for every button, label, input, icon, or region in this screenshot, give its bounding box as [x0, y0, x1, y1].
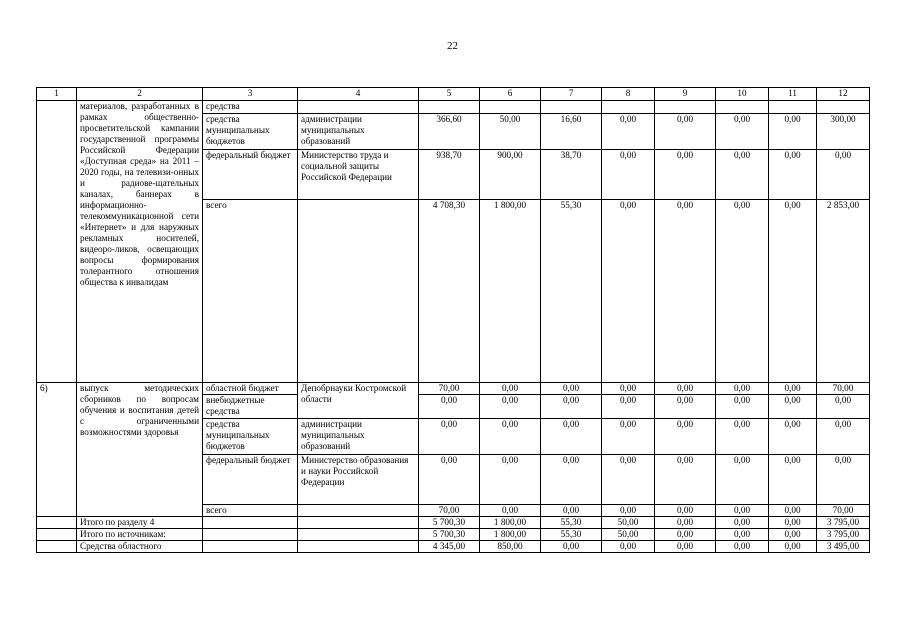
value-cell: 938,70 [419, 150, 480, 200]
value-cell: 0,00 [602, 114, 655, 150]
empty-cell [203, 541, 298, 553]
funding-source: областной бюджет [203, 383, 298, 395]
value-cell: 0,00 [655, 541, 716, 553]
value-cell: 0,00 [769, 114, 817, 150]
value-cell: 0,00 [716, 419, 769, 455]
value-cell: 0,00 [769, 200, 817, 383]
item-number-cell [37, 101, 77, 383]
executor [298, 505, 419, 517]
item-description: материалов, разработанных в рамках общественно-просветительской кампании государственной программы Российской Федерации «Доступная среда» на 2011 – 2020 годы, на телевизи-онных и радиове-щательных каналах, баннерах в информационно-телекоммуникационной сети «Интернет» и для наружных рекламных носителей, видеоро-ликов, освещающих вопросы формирования толерантного отношения общества к инвалидам [77, 101, 203, 383]
table-row [37, 101, 870, 114]
executor [298, 200, 419, 383]
empty-cell [298, 529, 419, 541]
executor: администрации муниципальных образований [298, 114, 419, 150]
value-cell: 0,00 [602, 419, 655, 455]
funding-source: всего [203, 200, 298, 383]
value-cell: 0,00 [602, 383, 655, 395]
column-header: 12 [817, 88, 870, 101]
value-cell: 0,00 [769, 150, 817, 200]
column-header: 7 [541, 88, 602, 101]
value-cell: 0,00 [769, 541, 817, 553]
value-cell: 0,00 [602, 150, 655, 200]
executor: Депобрнауки Костромской области [298, 383, 419, 419]
empty-cell [298, 541, 419, 553]
value-cell: 50,00 [602, 529, 655, 541]
value-cell: 0,00 [480, 383, 541, 395]
value-cell: 16,60 [541, 114, 602, 150]
funding-source: средства муниципальных бюджетов [203, 114, 298, 150]
value-cell: 3 795,00 [817, 529, 870, 541]
value-cell: 1 800,00 [480, 517, 541, 529]
empty-cell [203, 517, 298, 529]
value-cell: 2 853,00 [817, 200, 870, 383]
empty-cell [37, 517, 77, 529]
value-cell: 0,00 [655, 419, 716, 455]
value-cell [602, 101, 655, 114]
value-cell: 55,30 [541, 529, 602, 541]
value-cell [817, 101, 870, 114]
column-header: 6 [480, 88, 541, 101]
value-cell: 0,00 [769, 505, 817, 517]
total-label: Итого по разделу 4 [77, 517, 203, 529]
item-number: 6) [37, 383, 77, 517]
value-cell: 0,00 [716, 114, 769, 150]
value-cell: 0,00 [655, 200, 716, 383]
funding-source: внебюджетные средства [203, 395, 298, 419]
value-cell: 0,00 [602, 395, 655, 419]
value-cell [541, 101, 602, 114]
executor [298, 101, 419, 114]
value-cell: 0,00 [716, 505, 769, 517]
value-cell: 0,00 [419, 455, 480, 505]
value-cell: 70,00 [817, 505, 870, 517]
executor: Министерство образования и науки Российской Федерации [298, 455, 419, 505]
column-header: 1 [37, 88, 77, 101]
value-cell: 0,00 [602, 455, 655, 505]
value-cell: 0,00 [716, 541, 769, 553]
value-cell: 38,70 [541, 150, 602, 200]
value-cell: 0,00 [769, 529, 817, 541]
value-cell: 0,00 [817, 419, 870, 455]
value-cell: 0,00 [655, 383, 716, 395]
value-cell: 0,00 [716, 529, 769, 541]
value-cell: 0,00 [769, 517, 817, 529]
column-header: 10 [716, 88, 769, 101]
value-cell: 0,00 [541, 383, 602, 395]
value-cell: 0,00 [655, 395, 716, 419]
empty-cell [203, 529, 298, 541]
value-cell: 0,00 [480, 395, 541, 419]
value-cell: 0,00 [817, 395, 870, 419]
value-cell: 0,00 [769, 395, 817, 419]
table-row [37, 383, 870, 395]
total-row [37, 541, 870, 553]
value-cell: 0,00 [480, 419, 541, 455]
value-cell [655, 101, 716, 114]
value-cell: 0,00 [655, 150, 716, 200]
value-cell: 0,00 [817, 150, 870, 200]
value-cell: 0,00 [480, 505, 541, 517]
value-cell: 0,00 [541, 505, 602, 517]
value-cell: 70,00 [419, 383, 480, 395]
column-header-row [37, 88, 870, 101]
total-row [37, 529, 870, 541]
value-cell: 0,00 [769, 383, 817, 395]
value-cell: 0,00 [769, 419, 817, 455]
value-cell: 0,00 [419, 419, 480, 455]
value-cell: 0,00 [655, 505, 716, 517]
value-cell: 50,00 [480, 114, 541, 150]
budget-table [36, 87, 870, 553]
value-cell: 0,00 [602, 505, 655, 517]
value-cell: 0,00 [541, 455, 602, 505]
value-cell: 0,00 [655, 455, 716, 505]
value-cell [769, 101, 817, 114]
value-cell: 0,00 [716, 395, 769, 419]
value-cell [716, 101, 769, 114]
value-cell [419, 101, 480, 114]
column-header: 3 [203, 88, 298, 101]
total-row [37, 517, 870, 529]
value-cell: 5 700,30 [419, 529, 480, 541]
column-header: 2 [77, 88, 203, 101]
value-cell: 0,00 [769, 455, 817, 505]
value-cell: 55,30 [541, 200, 602, 383]
value-cell: 0,00 [480, 455, 541, 505]
value-cell: 366,60 [419, 114, 480, 150]
value-cell: 70,00 [817, 383, 870, 395]
page-number: 22 [447, 40, 458, 52]
funding-source: всего [203, 505, 298, 517]
value-cell: 4 708,30 [419, 200, 480, 383]
value-cell: 1 800,00 [480, 200, 541, 383]
value-cell: 50,00 [602, 517, 655, 529]
column-header: 11 [769, 88, 817, 101]
value-cell: 850,00 [480, 541, 541, 553]
empty-cell [37, 529, 77, 541]
value-cell: 0,00 [655, 517, 716, 529]
value-cell: 0,00 [541, 395, 602, 419]
empty-cell [298, 517, 419, 529]
total-label: Итого по источникам: [77, 529, 203, 541]
column-header: 8 [602, 88, 655, 101]
value-cell: 900,00 [480, 150, 541, 200]
value-cell: 0,00 [716, 383, 769, 395]
column-header: 9 [655, 88, 716, 101]
funding-source: средства [203, 101, 298, 114]
total-label: Средства областного [77, 541, 203, 553]
value-cell: 0,00 [655, 529, 716, 541]
value-cell: 1 800,00 [480, 529, 541, 541]
executor: Министерство труда и социальной защиты Российской Федерации [298, 150, 419, 200]
value-cell: 0,00 [419, 395, 480, 419]
value-cell: 0,00 [716, 455, 769, 505]
item-description: выпуск методических сборников по вопросам обучения и воспитания детей с ограниченными возможностями здоровья [77, 383, 203, 517]
column-header: 5 [419, 88, 480, 101]
executor: администрации муниципальных образований [298, 419, 419, 455]
value-cell: 300,00 [817, 114, 870, 150]
column-header: 4 [298, 88, 419, 101]
value-cell [480, 101, 541, 114]
funding-source: средства муниципальных бюджетов [203, 419, 298, 455]
value-cell: 3 795,00 [817, 517, 870, 529]
empty-cell [37, 541, 77, 553]
value-cell: 0,00 [817, 455, 870, 505]
value-cell: 5 700,30 [419, 517, 480, 529]
value-cell: 55,30 [541, 517, 602, 529]
value-cell: 0,00 [541, 419, 602, 455]
value-cell: 0,00 [655, 114, 716, 150]
funding-source: федеральный бюджет [203, 150, 298, 200]
value-cell: 0,00 [602, 541, 655, 553]
value-cell: 0,00 [716, 517, 769, 529]
value-cell: 0,00 [541, 541, 602, 553]
value-cell: 4 345,00 [419, 541, 480, 553]
value-cell: 0,00 [716, 200, 769, 383]
value-cell: 70,00 [419, 505, 480, 517]
value-cell: 0,00 [716, 150, 769, 200]
funding-source: федеральный бюджет [203, 455, 298, 505]
value-cell: 3 495,00 [817, 541, 870, 553]
value-cell: 0,00 [602, 200, 655, 383]
